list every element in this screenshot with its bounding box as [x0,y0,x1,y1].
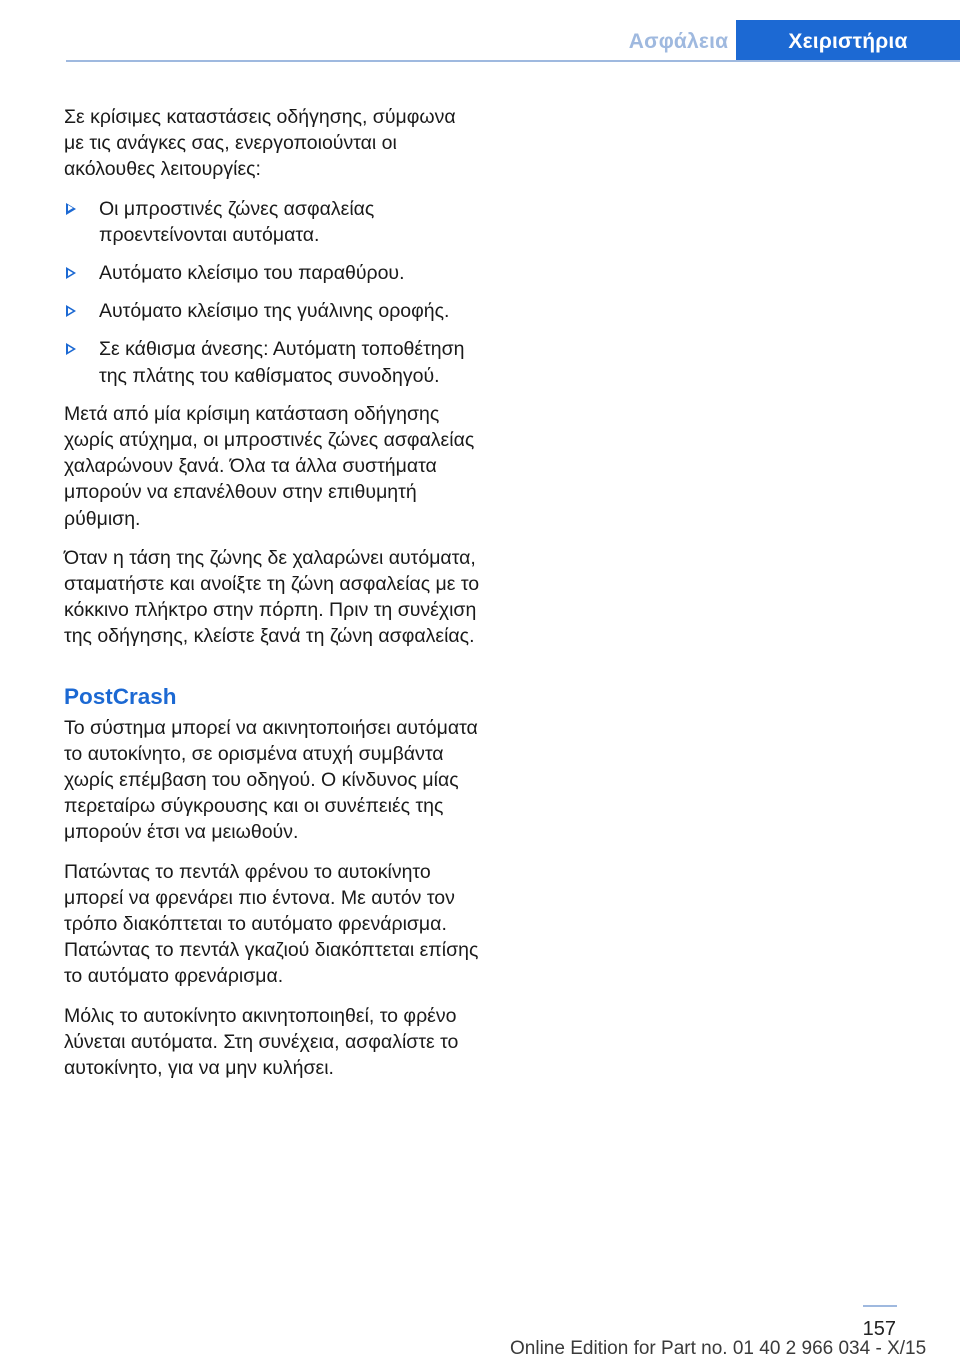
header-chapter-tab: Χειριστήρια [736,20,960,62]
header-divider [66,60,960,62]
postcrash-paragraph-2: Πατώντας το πεντάλ φρένου το αυτοκίνητο μπορεί να φρενάρει πιο έντονα. Με αυτόν τον τρόπο διακόπτεται το αυτόματο φρενάρισμα. Πατώντας το πεντάλ γκαζιού διακόπτεται επίσης το αυτόματο φρενάρισμα. [64,860,479,988]
list-item-text: Αυτόματο κλείσιμο του παραθύρου. [99,262,405,285]
belt-tension-paragraph: Όταν η τάση της ζώνης δε χαλαρώνει αυτόματα, σταματήστε και ανοίξτε τη ζώνη ασφαλείας με το κόκκινο πλήκτρο στην πόρπη. Πριν τη συνέχιση της οδήγησης, κλείστε ξανά τη ζώνη ασφαλείας. [64,546,480,648]
triangle-bullet-icon [66,343,76,355]
postcrash-heading: PostCrash [64,683,177,709]
triangle-bullet-icon [66,267,76,279]
list-item-text: Αυτόματο κλείσιμο της γυάλινης οροφής. [99,300,450,323]
page-number-rule [863,1305,897,1307]
list-item [64,196,480,248]
main-text-column [64,104,480,1094]
list-item-text: Οι μπροστινές ζώνες ασφαλείας προεντείνονται αυτόματα. [99,197,375,246]
page-header [66,20,960,62]
footer-edition: Online Edition for Part no. 01 40 2 966 034 - X/15 [510,1338,927,1359]
postcrash-paragraph-3: Μόλις το αυτοκίνητο ακινητοποιηθεί, το φρένο λύνεται αυτόματα. Στη συνέχεια, ασφαλίστε το αυτοκίνητο, για να μην κυλήσει. [64,1004,459,1080]
triangle-bullet-icon [66,305,76,317]
list-item-text: Σε κάθισμα άνεσης: Αυτόματη τοποθέτηση της πλάτης του καθίσματος συνοδηγού. [99,338,465,387]
function-list [64,196,480,389]
postcrash-paragraph-1: Το σύστημα μπορεί να ακινητοποιήσει αυτόματα το αυτοκίνητο, σε ορισμένα ατυχή συμβάντα χωρίς επέμβαση του οδηγού. Ο κίνδυνος μίας περεταίρω σύγκρουσης και οι συνέπειές της μπορούν έτσι να μειωθούν. [64,716,478,844]
list-item [64,260,480,286]
page-number: 157 [862,1318,896,1340]
list-item [64,336,480,388]
header-section-label: Ασφάλεια [628,30,729,53]
list-item [64,298,480,324]
triangle-bullet-icon [66,203,76,215]
intro-paragraph: Σε κρίσιμες καταστάσεις οδήγησης, σύμφωνα με τις ανάγκες σας, ενεργοποιούνται οι ακόλουθες λειτουργίες: [64,106,456,181]
after-crisis-paragraph: Μετά από μία κρίσιμη κατάσταση οδήγησης χωρίς ατύχημα, οι μπροστινές ζώνες ασφαλείας χαλαρώνουν ξανά. Όλα τα άλλα συστήματα μπορούν να επανέλθουν στην επιθυμητή ρύθμιση. [64,402,475,530]
